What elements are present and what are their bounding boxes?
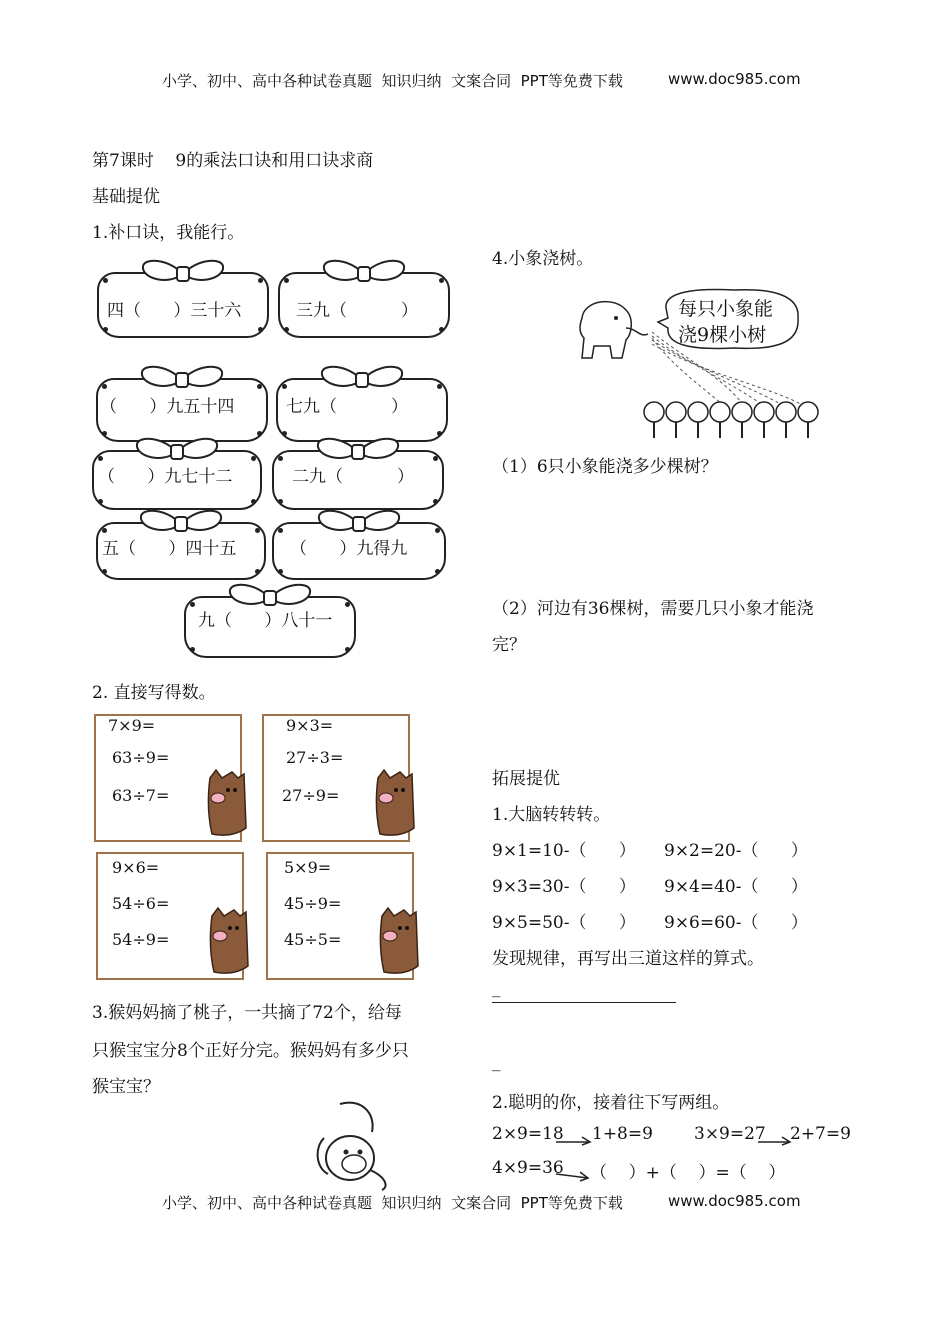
ext1-instruction: 发现规律，再写出三道这样的算式。: [492, 949, 764, 969]
ext1-title: 1.大脑转转转。: [492, 805, 611, 825]
ext1-item: 9×6=60-（ ）: [664, 913, 808, 933]
ext2-example: 4×9=36: [492, 1158, 564, 1178]
q1-item: 二九（ ）: [292, 467, 415, 487]
ext2-example: 2+7=9: [790, 1124, 851, 1144]
bow-card: [272, 522, 446, 580]
bow-icon: [318, 256, 410, 292]
ext2-example: 3×9=27: [694, 1124, 766, 1144]
q1-item: 九（ ）八十一: [198, 611, 333, 631]
q3-line: 3.猴妈妈摘了桃子，一共摘了72个，给每: [92, 1003, 402, 1023]
footer-site: www.doc985.com: [668, 1192, 801, 1210]
calc-line: 63÷9=: [112, 748, 170, 767]
bow-card: [96, 522, 266, 580]
pig-icon: [370, 768, 418, 838]
bow-card: [184, 596, 356, 658]
calc-line: 9×6=: [112, 858, 160, 877]
calc-line: 7×9=: [108, 716, 156, 735]
q4-sub1: （1）6只小象能浇多少棵树？: [492, 457, 718, 477]
answer-line: [492, 1002, 676, 1003]
q1-item: 四（ ）三十六: [107, 301, 242, 321]
q3-line: 猴宝宝？: [92, 1077, 160, 1097]
q4-title: 4.小象浇树。: [492, 249, 594, 269]
q4-bubble-line: 每只小象能: [678, 298, 774, 320]
ext1-item: 9×4=40-（ ）: [664, 877, 808, 897]
q3-line: 只猴宝宝分8个正好分完。猴妈妈有多少只: [92, 1041, 409, 1061]
ext1-item: 9×5=50-（ ）: [492, 913, 636, 933]
q1-item: （ ）九五十四: [100, 397, 235, 417]
bow-card: [278, 272, 450, 338]
header-site: www.doc985.com: [668, 70, 801, 88]
q4-bubble-line: 浇9棵小树: [678, 324, 767, 346]
bow-card: [96, 378, 268, 442]
calc-card: [96, 852, 244, 980]
ext2-example: 2×9=18: [492, 1124, 564, 1144]
lesson-title: 第7课时 9的乘法口诀和用口诀求商: [92, 151, 374, 171]
answer-line-mark: _: [492, 978, 501, 998]
pig-icon: [374, 906, 422, 976]
ext2-example: （ ）+（ ）=（ ）: [590, 1163, 786, 1183]
monkey-icon: [310, 1098, 400, 1192]
calc-card: [262, 714, 410, 842]
q1-item: 七九（ ）: [286, 397, 409, 417]
calc-line: 54÷9=: [112, 930, 170, 949]
calc-card: [94, 714, 242, 842]
calc-line: 9×3=: [286, 716, 334, 735]
page-header: 小学、初中、高中各种试卷真题 知识归纳 文案合同 PPT等免费下载: [162, 72, 623, 90]
q4-sub2-line: 完？: [492, 635, 526, 655]
calc-line: 63÷7=: [112, 786, 170, 805]
ext2-title: 2.聪明的你，接着往下写两组。: [492, 1093, 730, 1113]
section-extension: 拓展提优: [492, 769, 560, 789]
q1-title: 1.补口诀，我能行。: [92, 223, 245, 243]
bow-card: [276, 378, 448, 442]
arrow-right-icon: [758, 1134, 792, 1146]
q2-title: 2. 直接写得数。: [92, 683, 216, 703]
calc-line: 27÷9=: [282, 786, 340, 805]
calc-line: 54÷6=: [112, 894, 170, 913]
pig-icon: [202, 768, 250, 838]
q1-item: （ ）九得九: [290, 539, 408, 559]
calc-line: 5×9=: [284, 858, 332, 877]
bow-card: [272, 450, 444, 510]
calc-line: 27÷3=: [286, 748, 344, 767]
q4-sub2-line: （2）河边有36棵树，需要几只小象才能浇: [492, 599, 814, 619]
section-basic: 基础提优: [92, 187, 160, 207]
q1-item: 三九（ ）: [296, 301, 419, 321]
ext1-item: 9×3=30-（ ）: [492, 877, 636, 897]
ext1-item: 9×2=20-（ ）: [664, 841, 808, 861]
calc-line: 45÷9=: [284, 894, 342, 913]
ext1-item: 9×1=10-（ ）: [492, 841, 636, 861]
ext2-example: 1+8=9: [592, 1124, 653, 1144]
pig-icon: [204, 906, 252, 976]
q1-item: （ ）九七十二: [98, 467, 233, 487]
q1-item: 五（ ）四十五: [102, 539, 237, 559]
page-footer: 小学、初中、高中各种试卷真题 知识归纳 文案合同 PPT等免费下载: [162, 1194, 623, 1212]
calc-line: 45÷5=: [284, 930, 342, 949]
arrow-right-icon: [556, 1166, 590, 1182]
arrow-right-icon: [556, 1134, 592, 1146]
bow-icon: [137, 256, 229, 292]
answer-line-mark: _: [492, 1052, 501, 1072]
bow-card: [97, 272, 269, 338]
calc-card: [266, 852, 414, 980]
bow-card: [92, 450, 262, 510]
